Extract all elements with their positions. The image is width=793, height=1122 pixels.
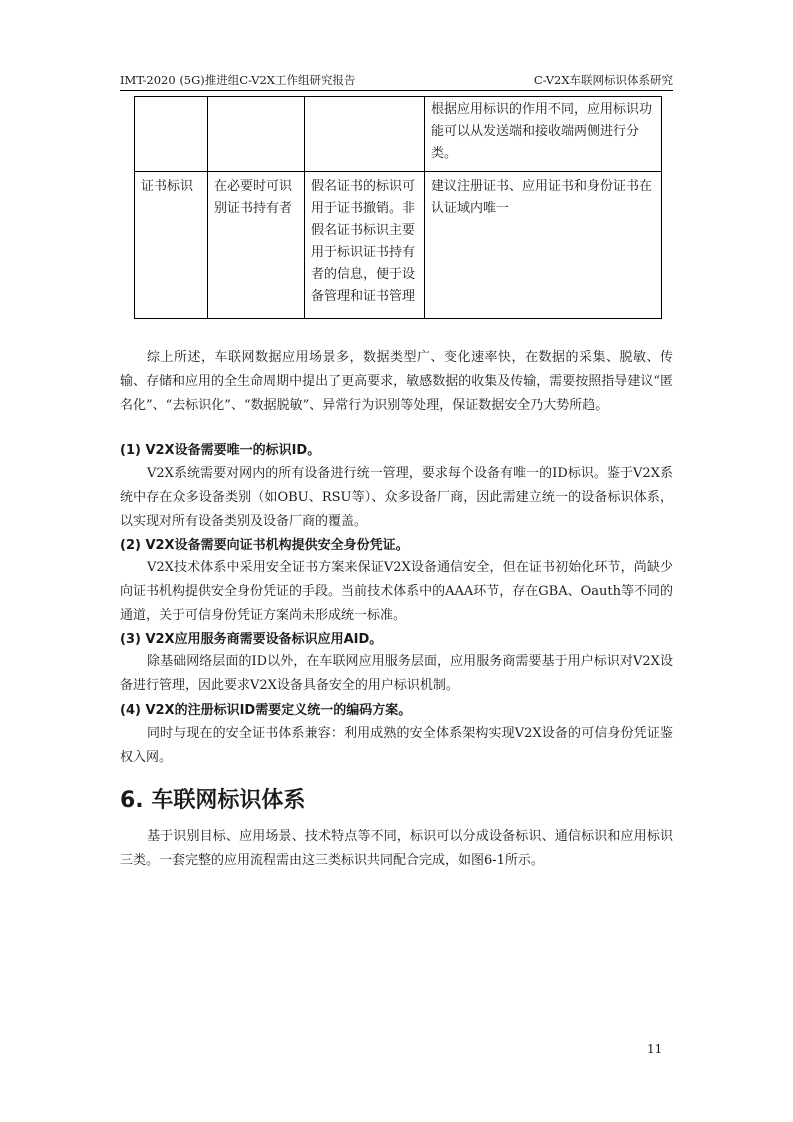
item-body: 同时与现在的安全证书体系兼容：利用成熟的安全体系架构实现V2X设备的可信身份凭证鉴权入网。	[120, 726, 673, 765]
item-body: V2X系统需要对网内的所有设备进行统一管理，要求每个设备有唯一的ID标识。鉴于V2X系统中存在众多设备类别（如OBU、RSU等）、众多设备厂商，因此需建立统一的设备标识体系，以实现对所有设备类别及设备厂商的覆盖。	[120, 466, 673, 529]
header-right: C-V2X车联网标识体系研究	[533, 73, 673, 87]
table-cell: 假名证书的标识可用于证书撤销。非假名证书标识主要用于标识证书持有者的信息，便于设备管理和证书管理	[305, 172, 425, 319]
item-body: 除基础网络层面的ID以外，在车联网应用服务层面，应用服务商需要基于用户标识对V2X设备进行管理，因此要求V2X设备具备安全的用户标识机制。	[120, 654, 673, 693]
table-row	[135, 172, 662, 319]
header-left: IMT-2020 (5G)推进组C-V2X工作组研究报告	[120, 73, 356, 87]
table-row	[135, 97, 662, 172]
table-cell: 证书标识	[135, 172, 208, 319]
page-header	[120, 70, 673, 91]
item-heading: (1) V2X设备需要唯一的标识ID。	[120, 443, 321, 458]
identifier-table	[134, 96, 662, 319]
section-title: 6. 车联网标识体系	[120, 788, 306, 813]
item-heading: (4) V2X的注册标识ID需要定义统一的编码方案。	[120, 703, 412, 718]
page-number: 11	[647, 1042, 663, 1056]
table-cell: 根据应用标识的作用不同，应用标识功能可以从发送端和接收端两侧进行分类。	[425, 97, 662, 172]
item-heading: (2) V2X设备需要向证书机构提供安全身份凭证。	[120, 538, 409, 553]
table-cell	[208, 97, 305, 172]
table-cell: 建议注册证书、应用证书和身份证书在认证域内唯一	[425, 172, 662, 319]
summary-paragraph: 综上所述，车联网数据应用场景多，数据类型广、变化速率快，在数据的采集、脱敏、传输、存储和应用的全生命周期中提出了更高要求，敏感数据的收集及传输，需要按照指导建议“匿名化”、“去标识化”、“数据脱敏”、异常行为识别等处理，保证数据安全乃大势所趋。	[120, 350, 673, 413]
section-paragraph: 基于识别目标、应用场景、技术特点等不同，标识可以分成设备标识、通信标识和应用标识三类。一套完整的应用流程需由这三类标识共同配合完成，如图6-1所示。	[120, 829, 673, 868]
item-body: V2X技术体系中采用安全证书方案来保证V2X设备通信安全，但在证书初始化环节，尚缺少向证书机构提供安全身份凭证的手段。当前技术体系中的AAA环节，存在GBA、Oauth等不同的通道，关于可信身份凭证方案尚未形成统一标准。	[120, 560, 673, 623]
table-cell	[305, 97, 425, 172]
item-heading: (3) V2X应用服务商需要设备标识应用AID。	[120, 632, 383, 647]
table-cell	[135, 97, 208, 172]
table-cell: 在必要时可识别证书持有者	[208, 172, 305, 319]
